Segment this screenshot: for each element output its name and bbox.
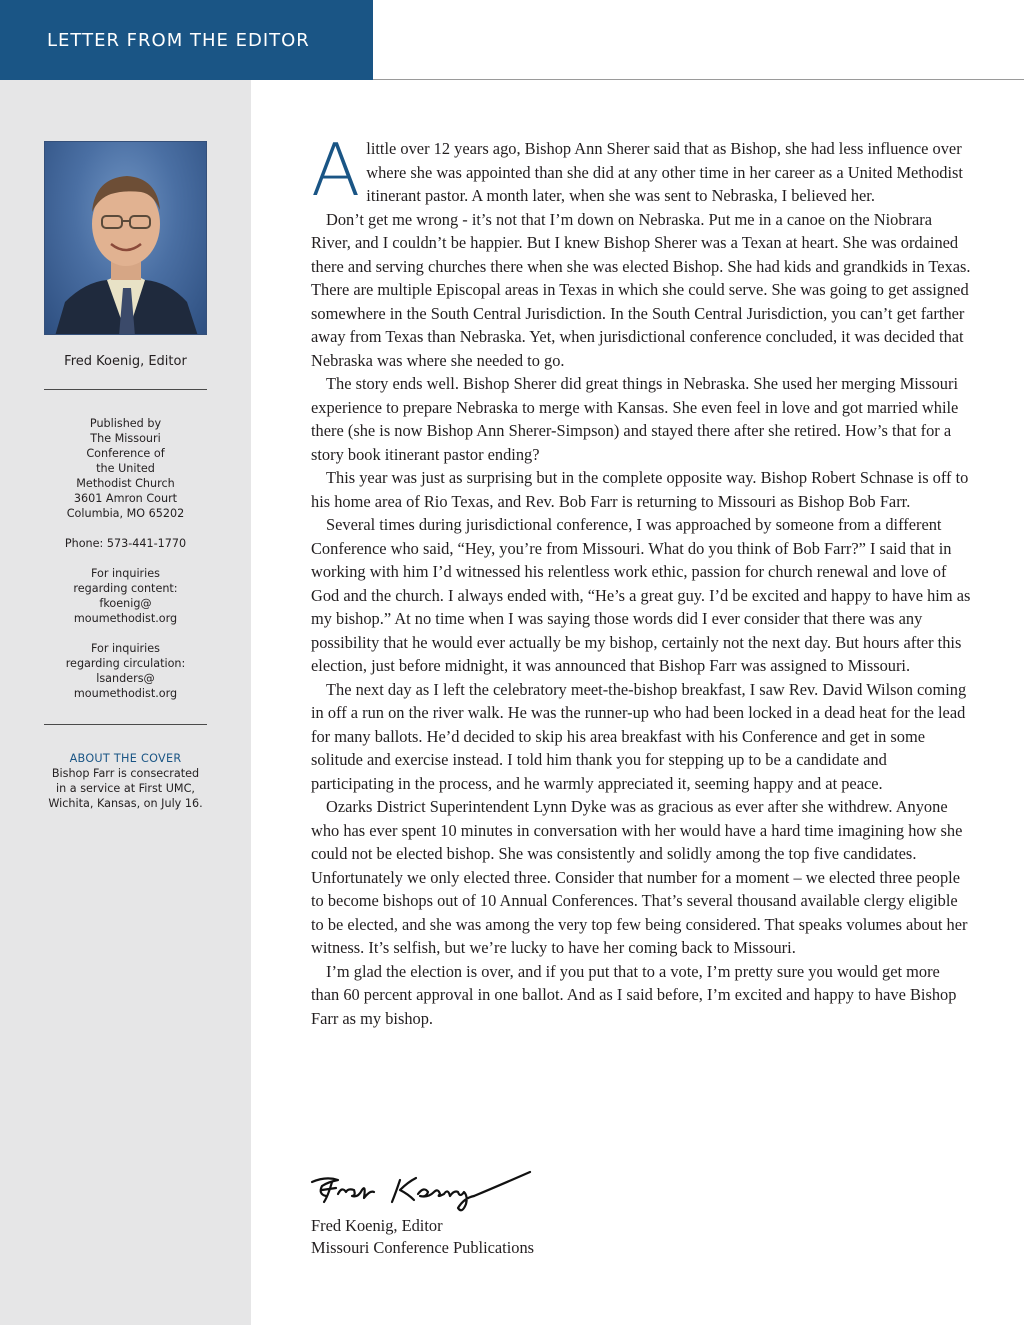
publisher-line: the United	[96, 462, 155, 475]
header-divider	[373, 79, 1024, 80]
paragraph: Several times during jurisdictional conference, I was approached by someone from a different Conference who said, “Hey, you’re from Missouri. What do you think of Bob Farr?” I said that in working with him I’d witnessed his relentless work ethic, passion for church renewal and love of God and the church. I always ended with, “He’s a great guy. I’d be excited and happy to have him as my bishop.” At no time when I was saying those words did I ever consider that there was any possibility that he would ever actually be my bishop, certainly not the next day. But hours after this election, just before midnight, it was announced that Bishop Farr was assigned to Missouri.	[311, 515, 971, 675]
paragraph	[311, 128, 971, 212]
section-header	[0, 0, 373, 80]
letter-body	[311, 128, 971, 1030]
content-inquiry-line: For inquiries	[91, 567, 160, 580]
circulation-inquiry-line: For inquiries	[91, 642, 160, 655]
paragraph: Don’t get me wrong - it’s not that I’m down on Nebraska. Put me in a canoe on the Niobrara River, and I couldn’t be happier. But I knew Bishop Sherer was a Texan at heart. She was ordained there and serving churches there when she was elected Bishop. She had kids and grandkids in Texas. There are multiple Episcopal areas in Texas in which she could serve. She was going to get assigned somewhere in the South Central Jurisdiction. In the South Central Jurisdiction, you can’t get farther away from Texas than Nebraska. Yet, when jurisdictional conference concluded, it was decided that Nebraska was where she needed to go.	[311, 209, 971, 370]
about-cover-title: ABOUT THE COVER	[69, 752, 182, 765]
publisher-line: The Missouri	[90, 432, 161, 445]
publisher-line: Methodist Church	[76, 477, 175, 490]
editor-photo	[44, 141, 207, 335]
content-email[interactable]: moumethodist.org	[73, 612, 178, 625]
cover-text-line: Bishop Farr is consecrated	[51, 767, 200, 780]
publisher-line: Conference of	[86, 447, 165, 460]
signoff-name: Fred Koenig, Editor	[311, 1216, 443, 1235]
paragraph-text: little over 12 years ago, Bishop Ann Sherer said that as Bishop, she had less influence over where she was appointed than she did at any other time in her career as a United Methodist itinerant pastor. A month later, when she was sent to Nebraska, I believed her.	[366, 139, 963, 205]
paragraph: I’m glad the election is over, and if you put that to a vote, I’m pretty sure you would get more than 60 percent approval in one ballot. And as I said before, I’m excited and happy to have Bishop Farr as my bishop.	[311, 961, 957, 1028]
cover-text-line: Wichita, Kansas, on July 16.	[48, 797, 203, 810]
publisher-line: 3601 Amron Court	[73, 492, 178, 505]
signoff-organization: Missouri Conference Publications	[311, 1238, 535, 1257]
content-email[interactable]: fkoenig@	[99, 597, 152, 610]
paragraph: The next day as I left the celebratory meet-the-bishop breakfast, I saw Rev. David Wilson coming in off a run on the river walk. He was the runner-up who had been locked in a dead heat for the lead for many ballots. He’d decided to skip his area breakfast with his Conference and get in some solitude and exercise instead. I told him thank you for stepping up to be a candidate and participating in the process, and he warmly appreciated it, seeming happy and at peace.	[311, 679, 967, 793]
sidebar-divider	[44, 389, 207, 390]
section-title: LETTER FROM THE EDITOR	[47, 30, 310, 51]
about-cover	[0, 751, 251, 811]
circulation-email[interactable]: lsanders@	[96, 672, 155, 685]
handwritten-signature	[308, 1168, 538, 1220]
cover-text-line: in a service at First UMC,	[56, 782, 195, 795]
publisher-info	[0, 416, 251, 701]
paragraph: Ozarks District Superintendent Lynn Dyke was as gracious as ever after she withdrew. Anyone who has ever spent 10 minutes in conversation with her would have a hard time imagining how she could not be elected bishop. She was consistently and solidly among the top five candidates. Unfortunately we only elected three. Consider that number for a moment – we elected three people to become bishops out of 10 Annual Conferences. That’s several thousand available clergy eligible to be elected, and she was among the very top few being considered. That speaks volumes about her witness. It’s selfish, but we’re lucky to have her coming back to Missouri.	[311, 797, 968, 957]
paragraph: This year was just as surprising but in the complete opposite way. Bishop Robert Schnase is off to his home area of Rio Texas, and Rev. Bob Farr is returning to Missouri as Bishop Bob Farr.	[311, 468, 969, 511]
paragraph: The story ends well. Bishop Sherer did great things in Nebraska. She used her merging Missouri experience to prepare Nebraska to merge with Kansas. She even feel in love and got married while there (she is now Bishop Ann Sherer-Simpson) and stayed there after she retired. How’s that for a story book itinerant pastor ending?	[311, 374, 959, 464]
signoff	[311, 1215, 534, 1259]
photo-caption: Fred Koenig, Editor	[64, 354, 187, 369]
sidebar-divider	[44, 724, 207, 725]
drop-cap: A	[311, 128, 361, 212]
publisher-line: Columbia, MO 65202	[66, 507, 185, 520]
circulation-inquiry-line: regarding circulation:	[65, 657, 186, 670]
content-inquiry-line: regarding content:	[73, 582, 178, 595]
phone-number: Phone: 573-441-1770	[64, 537, 187, 550]
publisher-line: Published by	[89, 417, 162, 430]
circulation-email[interactable]: moumethodist.org	[73, 687, 178, 700]
